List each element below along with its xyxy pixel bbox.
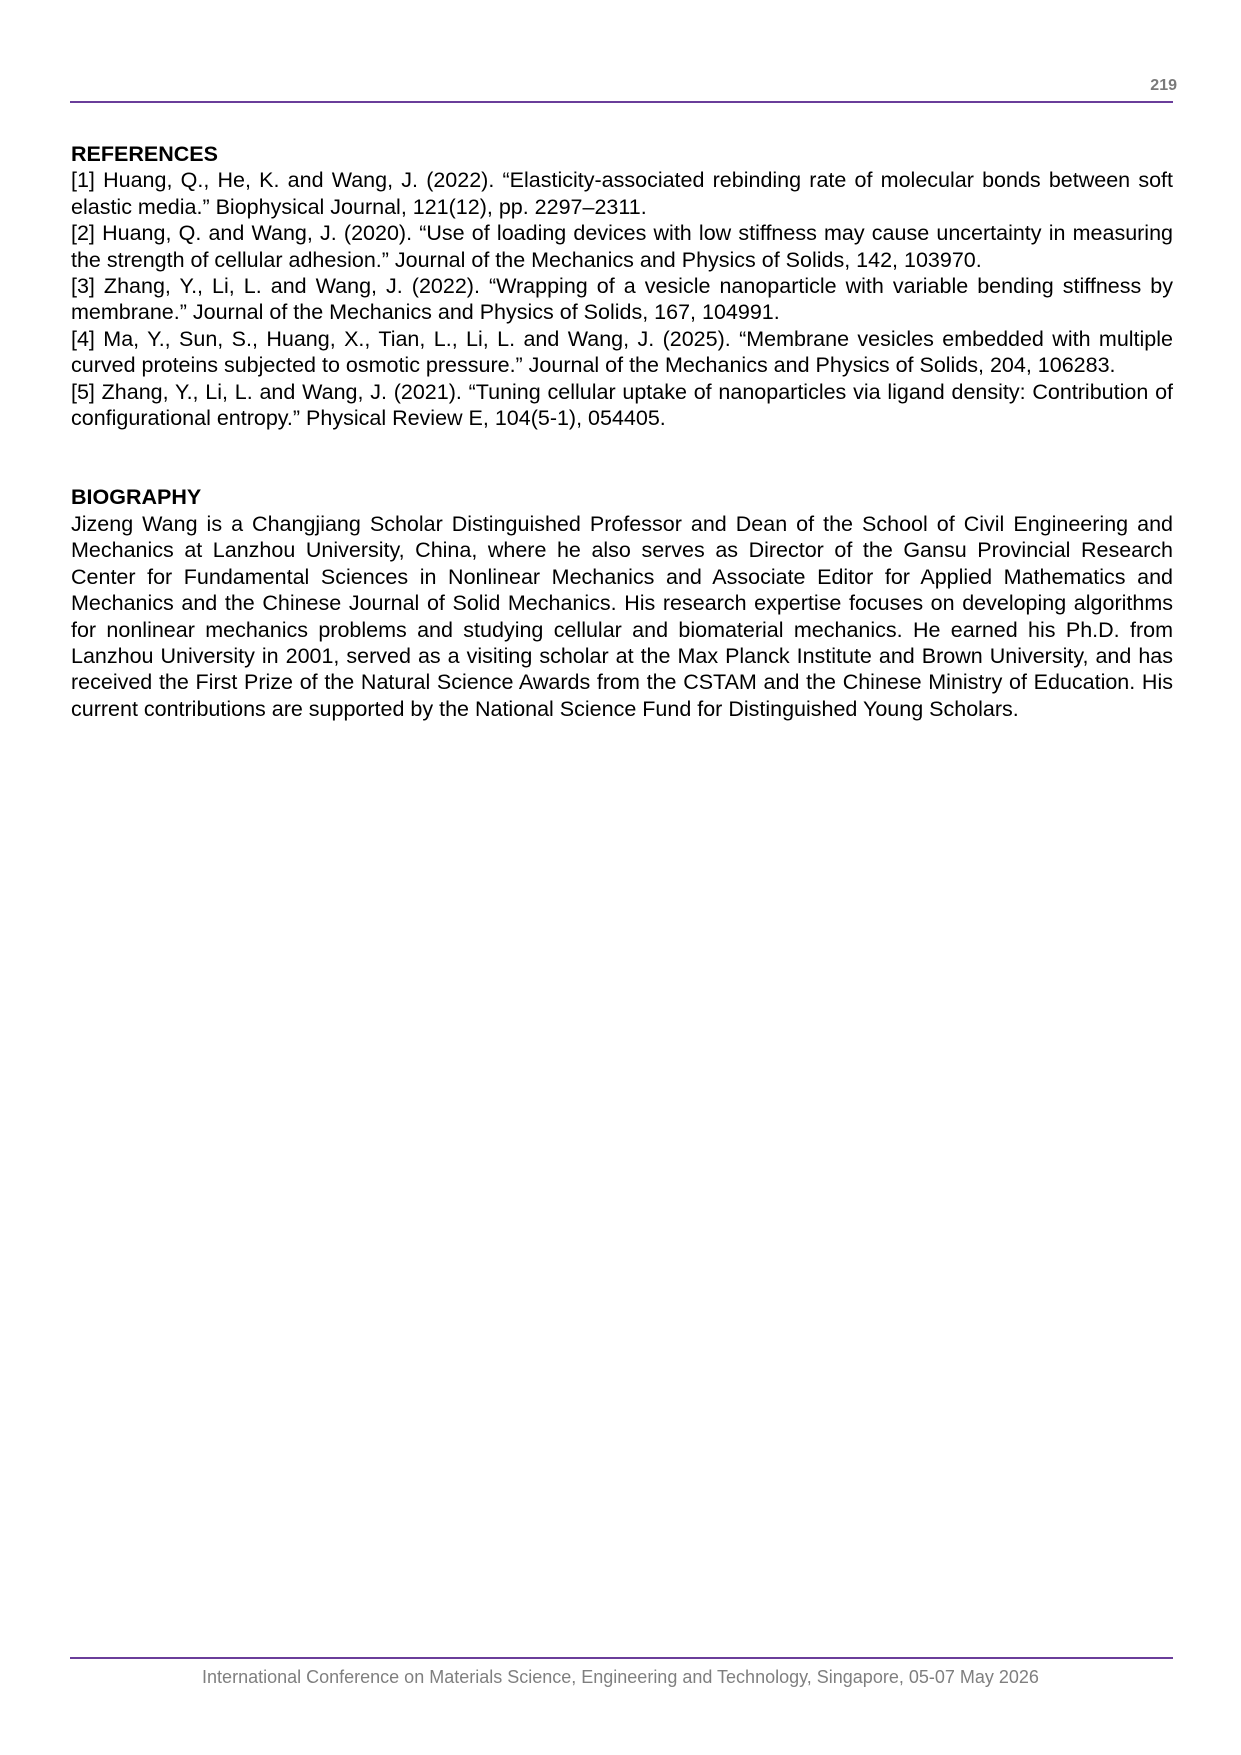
reference-item-1: [1] Huang, Q., He, K. and Wang, J. (2022). “Elasticity-associated rebinding rate of molecular bonds between soft elastic media.” Biophysical Journal, 121(12), pp. 2297–2311.	[71, 168, 1173, 219]
section-spacer	[71, 431, 1173, 484]
page-number: 219	[1150, 77, 1177, 94]
header-rule	[70, 101, 1173, 103]
footer-text: International Conference on Materials Science, Engineering and Technology, Singapore, 05-07 May 2026	[202, 1667, 1039, 1687]
reference-item-3: [3] Zhang, Y., Li, L. and Wang, J. (2022). “Wrapping of a vesicle nanoparticle with variable bending stiffness by membrane.” Journal of the Mechanics and Physics of Solids, 167, 104991.	[71, 274, 1173, 325]
reference-item-4: [4] Ma, Y., Sun, S., Huang, X., Tian, L., Li, L. and Wang, J. (2025). “Membrane vesicles embedded with multiple curved proteins subjected to osmotic pressure.” Journal of the Mechanics and Physics of Solids, 204, 106283.	[71, 326, 1173, 378]
references-heading: REFERENCES	[71, 142, 218, 166]
reference-item-2: [2] Huang, Q. and Wang, J. (2020). “Use of loading devices with low stiffness may cause uncertainty in measuring the strength of cellular adhesion.” Journal of the Mechanics and Physics of Solids, 142, 103970.	[71, 221, 1173, 272]
reference-item-5: [5] Zhang, Y., Li, L. and Wang, J. (2021). “Tuning cellular uptake of nanoparticles via ligand density: Contribution of configurational entropy.” Physical Review E, 104(5-1), 054405.	[71, 379, 1173, 431]
footer-rule	[70, 1657, 1173, 1659]
biography-text: Jizeng Wang is a Changjiang Scholar Distinguished Professor and Dean of the School of Civil Engineering and Mechanics at Lanzhou University, China, where he also serves as Director of the Gansu Provincial Research Center for Fundamental Sciences in Nonlinear Mechanics and Associate Editor for Applied Mathematics and Mechanics and the Chinese Journal of Solid Mechanics. His research expertise focuses on developing algorithms for nonlinear mechanics problems and studying cellular and biomaterial mechanics. He earned his Ph.D. from Lanzhou University in 2001, served as a visiting scholar at the Max Planck Institute and Brown University, and has received the First Prize of the Natural Science Awards from the CSTAM and the Chinese Ministry of Education. His current contributions are supported by the National Science Fund for Distinguished Young Scholars.	[71, 511, 1173, 721]
biography-heading: BIOGRAPHY	[71, 485, 202, 510]
page-content	[71, 141, 1173, 722]
